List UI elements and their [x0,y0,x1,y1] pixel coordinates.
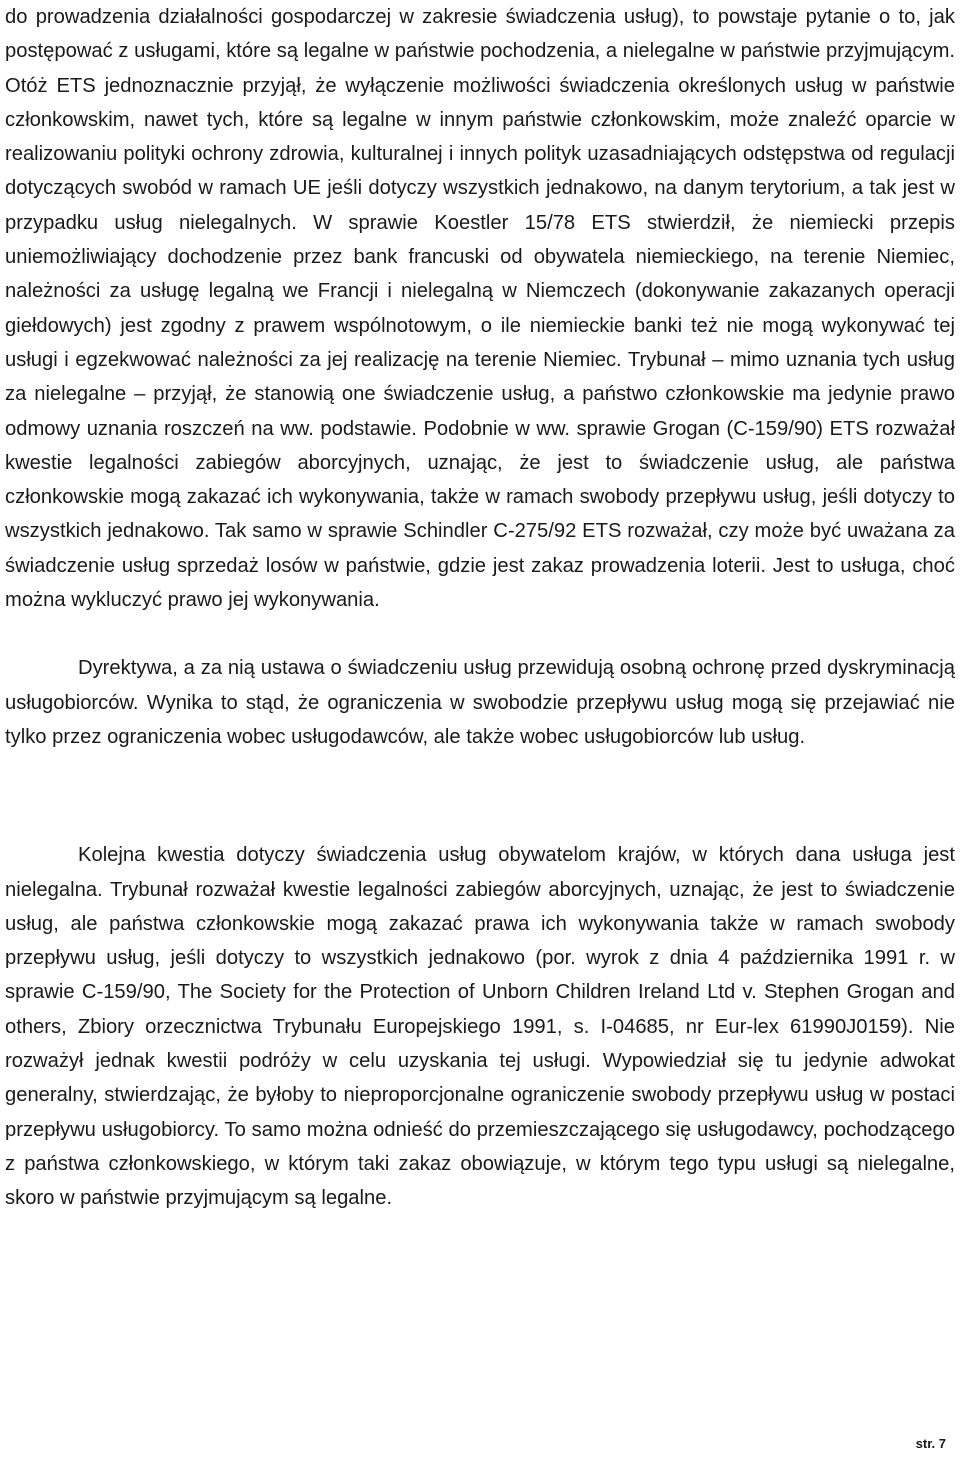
paragraph-2: Dyrektywa, a za nią ustawa o świadczeniu usług przewidują osobną ochronę przed dyskryminacją usługobiorców. Wynika to stąd, że ograniczenia w swobodzie przepływu usług mogą się przejawiać nie tylko przez ograniczenia wobec usługodawców, ale także wobec usługobiorców lub usług. [5,657,955,748]
page-number: str. 7 [915,1436,946,1451]
document-body [5,0,955,1216]
paragraph-3: Kolejna kwestia dotyczy świadczenia usług obywatelom krajów, w których dana usługa jest nielegalna. Trybunał rozważał kwestie legalności zabiegów aborcyjnych, uznając, że jest to świadczenie usług, ale państwa członkowskie mogą zakazać prawa ich wykonywania także w ramach swobody przepływu usług, jeśli dotyczy to wszystkich jednakowo (por. wyrok z dnia 4 października 1991 r. w sprawie C-159/90, The Society for the Protection of Unborn Children Ireland Ltd v. Stephen Grogan and others, Zbiory orzecznictwa Trybunału Europejskiego 1991, s. I-04685, nr Eur-lex 61990J0159). Nie rozważył jednak kwestii podróży w celu uzyskania tej usługi. Wypowiedział się tu jedynie adwokat generalny, stwierdzając, że byłoby to nieproporcjonalne ograniczenie swobody przepływu usług w postaci przepływu usługobiorcy. To samo można odnieść do przemieszczającego się usługodawcy, pochodzącego z państwa członkowskiego, w którym taki zakaz obowiązuje, w którym tego typu usługi są nielegalne, skoro w państwie przyjmującym są legalne. [5,844,955,1210]
paragraph-1: do prowadzenia działalności gospodarczej w zakresie świadczenia usług), to powstaje pytanie o to, jak postępować z usługami, które są legalne w państwie pochodzenia, a nielegalne w państwie przyjmującym. Otóż ETS jednoznacznie przyjął, że wyłączenie możliwości świadczenia określonych usług w państwie członkowskim, nawet tych, które są legalne w innym państwie członkowskim, może znaleźć oparcie w realizowaniu polityki ochrony zdrowia, kulturalnej i innych polityk uzasadniających odstępstwa od regulacji dotyczących swobód w ramach UE jeśli dotyczy wszystkich jednakowo, na danym terytorium, a tak jest w przypadku usług nielegalnych. W sprawie Koestler 15/78 ETS stwierdził, że niemiecki przepis uniemożliwiający dochodzenie przez bank francuski od obywatela niemieckiego, na terenie Niemiec, należności za usługę legalną we Francji i nielegalną w Niemczech (dokonywanie zakazanych operacji giełdowych) jest zgodny z prawem wspólnotowym, o ile niemieckie banki też nie mogą wykonywać tej usługi i egzekwować należności za jej realizację na terenie Niemiec. Trybunał – mimo uznania tych usług za nielegalne – przyjął, że stanowią one świadczenie usług, a państwo członkowskie ma jedynie prawo odmowy uznania roszczeń na ww. podstawie. Podobnie w ww. sprawie Grogan (C-159/90) ETS rozważał kwestie legalności zabiegów aborcyjnych, uznając, że jest to świadczenie usług, ale państwa członkowskie mogą zakazać ich wykonywania, także w ramach swobody przepływu usług, jeśli dotyczy to wszystkich jednakowo. Tak samo w sprawie Schindler C-275/92 ETS rozważał, czy może być uważana za świadczenie usług sprzedaż losów w państwie, gdzie jest zakaz prowadzenia loterii. Jest to usługa, choć można wykluczyć prawo jej wykonywania. [5,6,955,612]
